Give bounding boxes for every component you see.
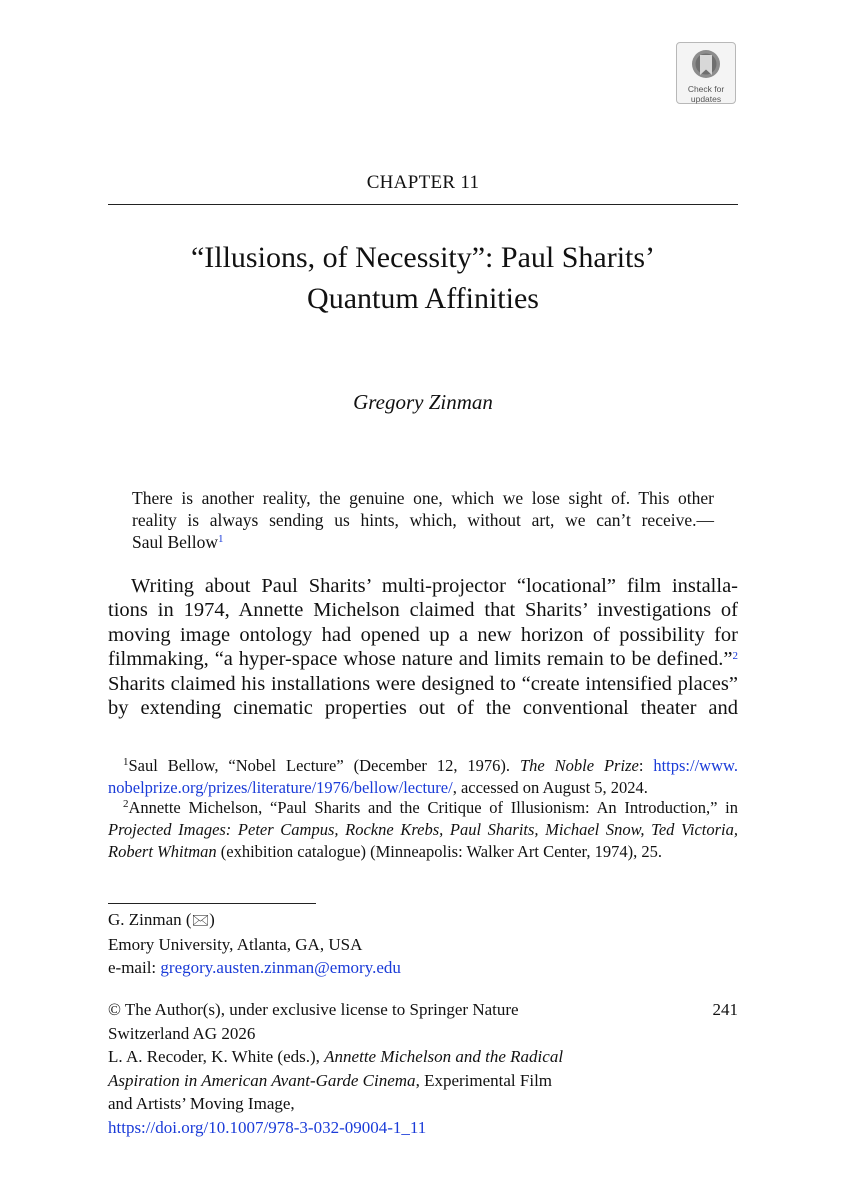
affiliation-institution: Emory University, Atlanta, GA, USA <box>108 934 363 954</box>
chapter-divider <box>108 204 738 205</box>
footnote-ref-1[interactable]: 1 <box>218 533 224 545</box>
citation-series: , Experimental Film <box>415 1070 553 1090</box>
citation-line2 <box>108 1069 738 1093</box>
body-line: filmmaking, “a hyper-space whose nature and limits remain to be defined.” <box>108 648 733 671</box>
footnote-2-details: (exhibition catalogue) (Minneapolis: Walker Art Center, 1974), 25. <box>216 842 663 861</box>
doi-link[interactable]: https://doi.org/10.1007/978-3-032-09004-1_11 <box>108 1117 427 1137</box>
footnote-1-publication: The Noble Prize <box>519 756 639 775</box>
body-line: by extending cinematic properties out of the conventional theater and <box>108 697 738 720</box>
footnote-ref-2[interactable]: 2 <box>732 650 738 663</box>
page-number: 241 <box>712 1000 738 1019</box>
badge-label-line1: Check for <box>687 84 725 94</box>
body-line-with-ref <box>108 647 738 671</box>
footnote-2-text: Annette Michelson, “Paul Sharits and the Critique of Illusionism: An Introduction,” in <box>128 798 738 817</box>
footnote-2-line1 <box>108 797 738 819</box>
copyright-line2: Switzerland AG 2026 <box>108 1023 256 1043</box>
footnote-2-book-title-end: Robert Whitman <box>108 842 217 861</box>
affiliation-name-line <box>108 908 401 933</box>
footnote-1-accessed: , accessed on August 5, 2024. <box>452 778 648 797</box>
badge-label-line2: updates <box>690 94 722 104</box>
footnote-2-line3 <box>108 841 738 863</box>
footnote-2-line2 <box>108 819 738 841</box>
epigraph-attribution: Saul Bellow <box>132 532 219 552</box>
footnote-1 <box>108 755 738 799</box>
affiliation-name-close: ) <box>209 910 215 929</box>
affiliation-name: G. Zinman ( <box>108 910 192 929</box>
citation-line3: and Artists’ Moving Image, <box>108 1094 295 1113</box>
footnote-1-text: Saul Bellow, “Nobel Lecture” (December 12, 1976). <box>128 756 520 775</box>
chapter-title <box>108 237 738 319</box>
chapter-title-line1: “Illusions, of Necessity”: Paul Sharits’ <box>190 241 656 274</box>
footnote-1-colon: : <box>638 756 654 775</box>
email-label: e-mail: <box>108 958 161 977</box>
footnote-1-line2 <box>108 777 738 799</box>
chapter-label: CHAPTER 11 <box>366 172 480 193</box>
bookmark-ribbon-icon <box>689 48 723 84</box>
citation-editors: L. A. Recoder, K. White (eds.), <box>108 1047 325 1066</box>
copyright-block <box>108 998 738 1139</box>
epigraph-line2: reality is always sending us hints, which, without art, we can’t receive.— <box>132 510 714 530</box>
citation-line1 <box>108 1045 738 1069</box>
affiliation-email-line <box>108 956 401 980</box>
footnote-2-number: 2 <box>123 798 129 810</box>
epigraph-attribution-line <box>132 531 714 553</box>
citation-book-title: Annette Michelson and the Radical <box>324 1047 564 1066</box>
author-name: Gregory Zinman <box>353 390 493 414</box>
affiliation-divider <box>108 903 316 904</box>
body-line: Sharits claimed his installations were designed to “create intensified places” <box>108 672 738 695</box>
author-affiliation <box>108 908 401 980</box>
epigraph-line1: There is another reality, the genuine one, which we lose sight of. This other <box>132 488 714 508</box>
footnote-2-book-title: Projected Images: Peter Campus, Rockne Krebs, Paul Sharits, Michael Snow, Ted Victoria, <box>108 820 738 839</box>
body-line: Writing about Paul Sharits’ multi-projector “locational” film installa- <box>131 575 738 597</box>
footnote-1-url-start[interactable]: https://www. <box>653 756 738 775</box>
epigraph <box>132 487 714 553</box>
check-for-updates-badge[interactable] <box>676 42 736 104</box>
footnote-1-line1 <box>108 755 738 777</box>
body-line: moving image ontology had opened up a new horizon of possibility for <box>108 623 738 646</box>
chapter-title-line2: Quantum Affinities <box>307 282 539 315</box>
footnote-2 <box>108 797 738 863</box>
footnote-1-url-end[interactable]: nobelprize.org/prizes/literature/1976/bellow/lecture/ <box>108 778 453 797</box>
citation-book-title-end: Aspiration in American Avant-Garde Cinema <box>108 1070 416 1090</box>
footnote-1-number: 1 <box>123 756 129 768</box>
body-paragraph <box>108 574 738 720</box>
copyright-line1: © The Author(s), under exclusive license to Springer Nature <box>108 1000 519 1019</box>
email-link[interactable]: gregory.austen.zinman@emory.edu <box>160 958 401 977</box>
envelope-icon: 🖂 <box>191 911 210 929</box>
body-line: tions in 1974, Annette Michelson claimed that Sharits’ investigations of <box>108 599 738 622</box>
doi-line <box>108 1116 738 1140</box>
